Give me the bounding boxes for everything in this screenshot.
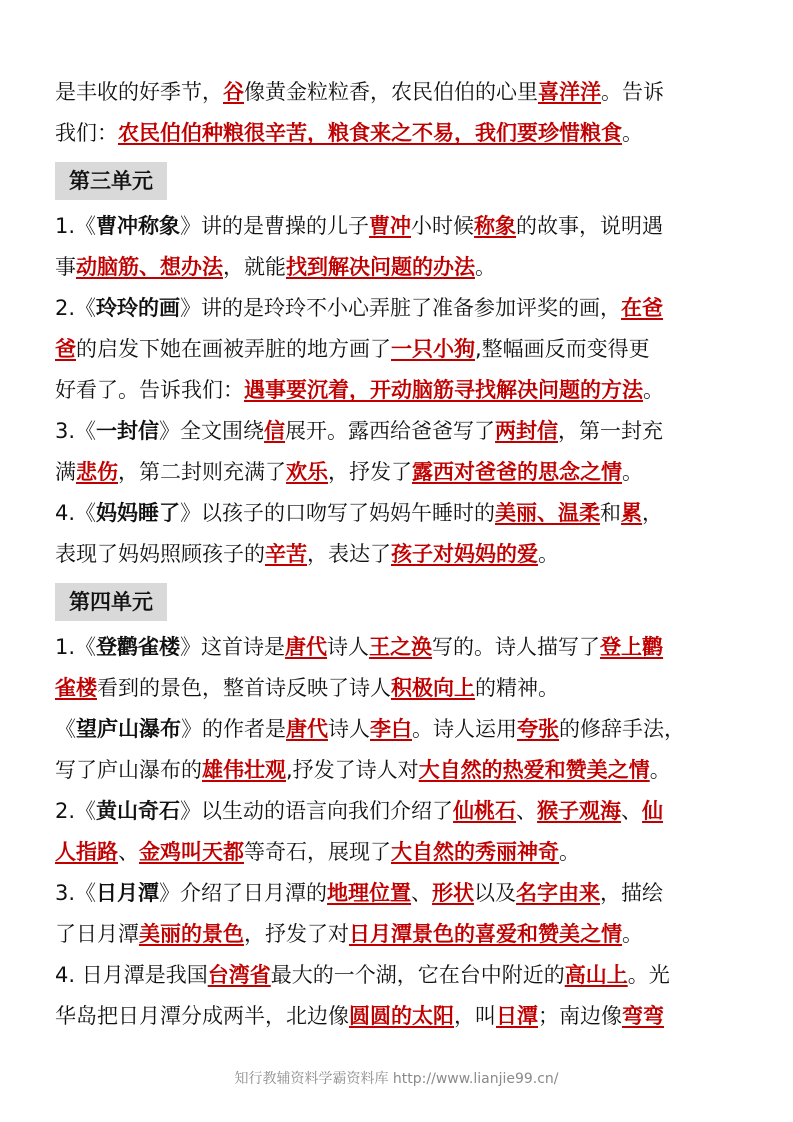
text-segment: 满	[55, 460, 76, 484]
text-line	[55, 247, 745, 288]
highlighted-answer: 称象	[474, 214, 517, 238]
text-segment: 、	[118, 840, 139, 864]
page-footer: 知行教辅资料学霸资料库 http://www.lianjie99.cn/	[234, 1071, 559, 1087]
text-segment: 《	[55, 717, 76, 741]
text-line	[55, 452, 745, 493]
highlighted-answer: 爸	[55, 337, 76, 361]
document-body	[55, 72, 745, 1037]
highlighted-answer: 仙	[642, 799, 664, 823]
highlighted-answer: 夸张	[517, 717, 559, 741]
highlighted-answer: 大自然的秀丽神奇	[391, 840, 559, 864]
text-segment: 》的作者是	[181, 717, 286, 741]
text-segment: 事	[55, 255, 76, 279]
text-segment: 展开。露西给爸爸写了	[285, 419, 496, 443]
highlighted-answer: 人指路	[55, 840, 118, 864]
text-segment: 最大的一个湖，它在台中附近的	[270, 963, 565, 987]
highlighted-answer: 李白	[370, 717, 412, 741]
text-segment: 。	[559, 840, 580, 864]
text-segment: ，就能	[223, 255, 286, 279]
section-heading-row	[55, 575, 745, 627]
text-line	[55, 370, 745, 411]
text-segment: ，第二封则充满了	[118, 460, 286, 484]
text-line	[55, 955, 745, 996]
text-segment: 好看了。告诉我们：	[55, 378, 244, 402]
text-segment: 的修辞手法，	[559, 717, 685, 741]
highlighted-answer: 美丽的景色	[139, 922, 244, 946]
text-segment: 、	[411, 881, 433, 905]
text-segment: 。告诉	[601, 80, 664, 104]
highlighted-answer: 辛苦	[265, 542, 307, 566]
text-segment: ，第一封充	[558, 419, 664, 443]
text-segment: 4. 日月潭是我国	[55, 963, 208, 987]
text-segment: 、	[621, 799, 643, 823]
text-segment: 华岛把日月潭分成两半，北边像	[55, 1004, 349, 1028]
text-segment: 》这首诗是	[180, 635, 286, 659]
text-segment: 》讲的是玲玲不小心弄脏了准备参加评奖的画，	[180, 296, 622, 320]
highlighted-answer: 金鸡叫天都	[139, 840, 244, 864]
text-segment: ，描绘	[600, 881, 664, 905]
text-line	[55, 534, 745, 575]
highlighted-answer: 累	[621, 501, 643, 525]
highlighted-answer: 农民伯伯种粮很辛苦，粮食来之不易，我们要珍惜粮食	[118, 121, 622, 145]
highlighted-answer: 唐代	[286, 717, 328, 741]
text-segment: 。光	[627, 963, 670, 987]
text-line	[55, 996, 745, 1037]
text-segment: 》以孩子的口吻写了妈妈午睡时的	[180, 501, 496, 525]
highlighted-answer: 欢乐	[286, 460, 328, 484]
text-segment: 是丰收的好季节，	[55, 80, 223, 104]
text-segment: 。	[649, 758, 671, 782]
highlighted-answer: 形状	[432, 881, 475, 905]
text-segment: 。	[622, 922, 643, 946]
highlighted-answer: 日月潭景色的喜爱和赞美之情	[349, 922, 622, 946]
text-segment: ,整幅画反而变得更	[475, 337, 650, 361]
highlighted-answer: 登上鹳	[600, 635, 664, 659]
text-segment: 我们：	[55, 121, 118, 145]
text-segment: 写了庐山瀑布的	[55, 758, 202, 782]
text-segment: 诗人	[327, 635, 370, 659]
text-line	[55, 709, 745, 750]
text-line	[55, 329, 745, 370]
text-line	[55, 493, 745, 534]
text-title: 望庐山瀑布	[76, 717, 181, 741]
section-heading-row	[55, 154, 745, 206]
text-segment: 。诗人运用	[412, 717, 517, 741]
text-line	[55, 113, 745, 154]
text-segment: 》以生动的语言向我们介绍了	[180, 799, 454, 823]
highlighted-answer: 在爸	[621, 296, 664, 320]
text-line	[55, 832, 745, 873]
text-line	[55, 914, 745, 955]
text-segment: ，	[642, 501, 664, 525]
text-segment: 1.《	[55, 635, 97, 659]
text-segment: 4.《	[55, 501, 97, 525]
text-segment: 、	[516, 799, 538, 823]
text-segment: ；南边像	[538, 1004, 622, 1028]
text-segment: 等奇石，展现了	[244, 840, 391, 864]
highlighted-answer: 台湾省	[207, 963, 271, 987]
text-line	[55, 627, 745, 668]
text-title: 玲玲的画	[96, 296, 181, 320]
text-segment: 的精神。	[475, 676, 559, 700]
text-segment: ,抒发了诗人对	[286, 758, 419, 782]
text-line	[55, 750, 745, 791]
text-segment: 小时候	[411, 214, 475, 238]
highlighted-answer: 圆圆的太阳	[349, 1004, 454, 1028]
text-segment: ，叫	[454, 1004, 496, 1028]
highlighted-answer: 弯弯	[622, 1004, 664, 1028]
text-title: 黄山奇石	[96, 799, 181, 823]
text-title: 日月潭	[96, 881, 160, 905]
highlighted-answer: 高山上	[564, 963, 628, 987]
highlighted-answer: 两封信	[495, 419, 559, 443]
text-line	[55, 72, 745, 113]
text-line	[55, 791, 745, 832]
text-segment: 。	[475, 255, 496, 279]
highlighted-answer: 唐代	[285, 635, 328, 659]
highlighted-answer: 曹冲	[369, 214, 412, 238]
highlighted-answer: 日潭	[496, 1004, 538, 1028]
text-segment: ，抒发了	[328, 460, 412, 484]
highlighted-answer: 猴子观海	[537, 799, 622, 823]
highlighted-answer: 大自然的热爱和赞美之情	[418, 758, 650, 782]
text-title: 登鹳雀楼	[96, 635, 181, 659]
text-segment: 表现了妈妈照顾孩子的	[55, 542, 265, 566]
highlighted-answer: 谷	[223, 80, 244, 104]
highlighted-answer: 露西对爸爸的思念之情	[412, 460, 622, 484]
text-segment: 3.《	[55, 419, 97, 443]
highlighted-answer: 找到解决问题的办法	[286, 255, 475, 279]
text-segment: 2.《	[55, 799, 97, 823]
text-segment: 1.《	[55, 214, 97, 238]
text-segment: 3.《	[55, 881, 97, 905]
highlighted-answer: 美丽、温柔	[495, 501, 601, 525]
section-heading: 第三单元	[55, 162, 167, 200]
text-line	[55, 206, 745, 247]
highlighted-answer: 悲伤	[76, 460, 118, 484]
text-segment: 像黄金粒粒香，农民伯伯的心里	[244, 80, 538, 104]
text-segment: 的故事，说明遇	[516, 214, 664, 238]
highlighted-answer: 积极向上	[391, 676, 475, 700]
text-segment: 2.《	[55, 296, 97, 320]
section-heading: 第四单元	[55, 583, 167, 621]
text-segment: 。	[622, 460, 643, 484]
highlighted-answer: 雀楼	[55, 676, 97, 700]
text-line	[55, 288, 745, 329]
highlighted-answer: 喜洋洋	[538, 80, 601, 104]
text-segment: 写的。诗人描写了	[432, 635, 601, 659]
text-segment: ，表达了	[307, 542, 391, 566]
highlighted-answer: 孩子对妈妈的爱	[391, 542, 538, 566]
text-title: 曹冲称象	[96, 214, 181, 238]
highlighted-answer: 一只小狗	[391, 337, 475, 361]
text-segment: 。	[538, 542, 559, 566]
text-segment: 》介绍了日月潭的	[159, 881, 328, 905]
highlighted-answer: 遇事要沉着，开动脑筋寻找解决问题的方法	[244, 378, 643, 402]
text-line	[55, 411, 745, 452]
highlighted-answer: 地理位置	[327, 881, 412, 905]
text-title: 一封信	[96, 419, 160, 443]
highlighted-answer: 仙桃石	[453, 799, 517, 823]
highlighted-answer: 信	[264, 419, 286, 443]
text-segment: 诗人	[328, 717, 370, 741]
text-line	[55, 668, 745, 709]
text-segment: 》全文围绕	[159, 419, 265, 443]
highlighted-answer: 雄伟壮观	[202, 758, 286, 782]
highlighted-answer: 动脑筋、想办法	[76, 255, 223, 279]
text-segment: 以及	[474, 881, 517, 905]
text-segment: 和	[600, 501, 622, 525]
highlighted-answer: 王之涣	[369, 635, 433, 659]
text-line	[55, 873, 745, 914]
text-segment: 看到的景色，整首诗反映了诗人	[97, 676, 391, 700]
text-segment: 》讲的是曹操的儿子	[180, 214, 370, 238]
text-segment: 。	[643, 378, 664, 402]
highlighted-answer: 名字由来	[516, 881, 601, 905]
text-segment: 的启发下她在画被弄脏的地方画了	[76, 337, 391, 361]
text-title: 妈妈睡了	[96, 501, 181, 525]
text-segment: ，抒发了对	[244, 922, 349, 946]
text-segment: 了日月潭	[55, 922, 139, 946]
text-segment: 。	[622, 121, 643, 145]
